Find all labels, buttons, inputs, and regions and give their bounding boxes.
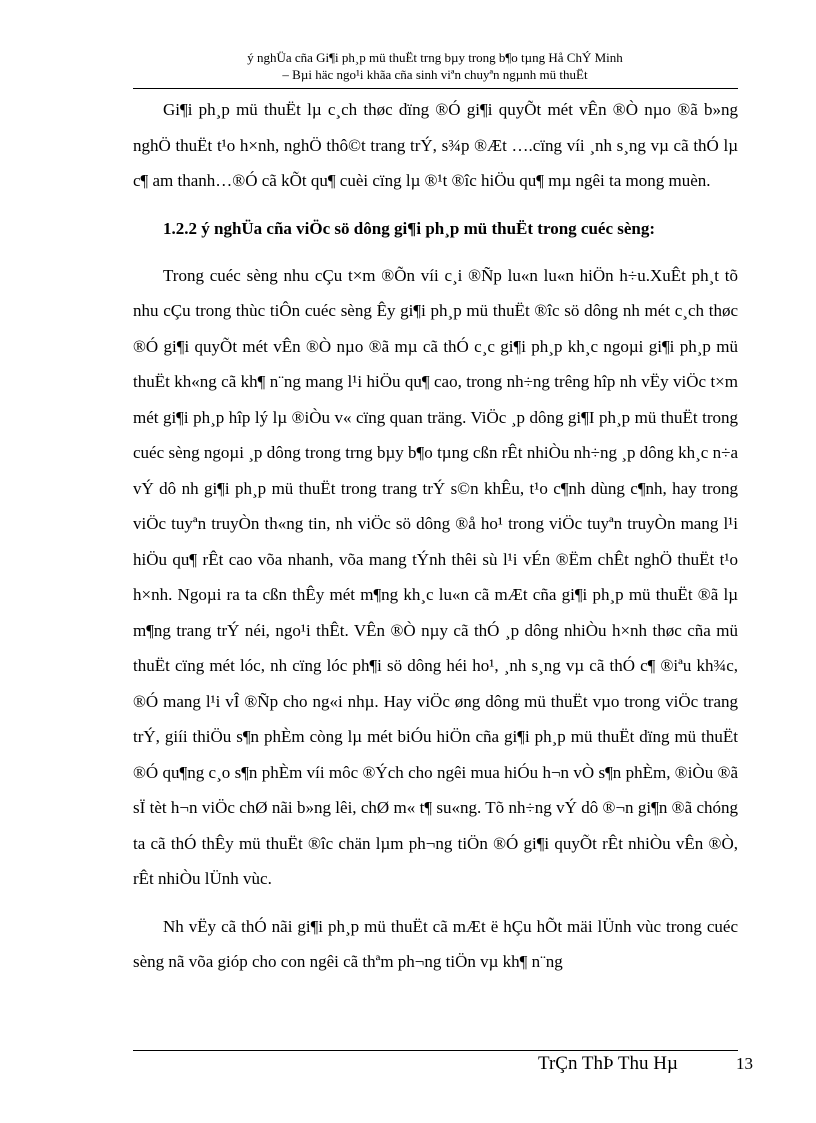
header-rule (133, 88, 738, 89)
header-line-2: – Bµi häc ngo¹i khãa cña sinh viªn chuyªn ngµnh mü thuËt (282, 67, 588, 82)
footer-author: TrÇn ThÞ Thu Hµ (538, 1053, 678, 1074)
running-header (200, 49, 670, 83)
paragraph-applications: Trong cuéc sèng nhu cÇu t×m ®Õn víi c¸i ®Ñp lu«n lu«n hiÖn h÷u.XuÊt ph¸t tõ nhu cÇu trong thùc tiÔn cuéc sèng Êy gi¶i ph¸p mü thuËt ®îc sö dông nh mét c¸ch thøc ®Ó gi¶i quyÕt mét vÊn ®Ò nµo ®ã mµ cã thÓ c¸c gi¶i ph¸p kh¸c ngoµi gi¶i ph¸p mü thuËt kh«ng cã kh¶ n¨ng mang l¹i hiÖu qu¶ cao, trong nh÷ng trêng hîp nh vËy viÖc t×m mét gi¶i ph¸p hîp lý lµ ®iÒu v« cïng quan träng. ViÖc ¸p dông gi¶I ph¸p mü thuËt trong cuéc sèng ngoµi ¸p dông trong trng bµy b¶o tµng cßn rÊt nhiÒu nh÷ng ¸p dông kh¸c n÷a vÝ dô nh gi¶i ph¸p mü thuËt trong trang trÝ s©n khÊu, t¹o c¶nh dùng c¶nh, hay trong viÖc tuyªn truyÒn th«ng tin, nh viÖc sö dông ®å ho¹ trong viÖc tuyªn truyÒn mang l¹i hiÖu qu¶ rÊt cao võa nhanh, võa mang tÝnh thêi sù l¹i vÉn ®Ëm chÊt nghÖ thuËt t¹o h×nh. Ngoµi ra ta cßn thÊy mét m¶ng kh¸c lu«n cã mÆt cña gi¶i ph¸p mü thuËt ®ã lµ m¶ng trang trÝ néi, ngo¹i thÊt. VÊn ®Ò nµy cã thÓ ¸p dông nhiÒu h×nh thøc cña mü thuËt cïng mét lóc, nh cïng lóc ph¶i sö dông héi ho¹, ¸nh s¸ng vµ cã thÓ c¶ ®iªu kh¾c, ®Ó mang l¹i vÎ ®Ñp cho ng«i nhµ. Hay viÖc øng dông mü thuËt vµo trong viÖc trang trÝ, giíi thiÖu s¶n phÈm còng lµ mét biÓu hiÖn cña gi¶i ph¸p mü thuËt dïng mü thuËt ®Ó qu¶ng c¸o s¶n phÈm víi môc ®Ých cho ngêi mua hiÓu h¬n vÒ s¶n phÈm, ®iÒu ®ã sÏ tèt h¬n viÖc chØ nãi b»ng lêi, chØ m« t¶ su«ng. Tõ nh÷ng vÝ dô ®¬n gi¶n ®ã chóng ta cã thÓ thÊy mü thuËt ®îc chän lµm ph¬ng tiÖn ®Ó gi¶i quyÕt rÊt nhiÒu vÊn ®Ò, rÊt nhiÒu lÜnh vùc. (133, 265, 738, 888)
header-line-1: ý nghÜa cña Gi¶i ph¸p mü thuËt trng bµy trong b¶o tµng Hå ChÝ Minh (247, 50, 623, 65)
paragraph-definition: Gi¶i ph¸p mü thuËt lµ c¸ch thøc dïng ®Ó gi¶i quyÕt mét vÊn ®Ò nµo ®ã b»ng nghÖ thuËt t¹o h×nh, nghÖ thô©t trang trÝ, s¾p ®Æt ….cïng víi ¸nh s¸ng vµ cã thÓ lµ c¶ am thanh…®Ó cã kÕt qu¶ cuèi cïng lµ ®¹t ®îc hiÖu qu¶ mµ ngêi ta mong muèn. (133, 100, 738, 190)
document-body (133, 92, 738, 980)
footer-rule (133, 1050, 738, 1051)
paragraph-conclusion: Nh vËy cã thÓ nãi gi¶i ph¸p mü thuËt cã mÆt ë hÇu hÕt mäi lÜnh vùc trong cuéc sèng nã võa gióp cho con ngêi cã thªm ph¬ng tiÖn vµ kh¶ n¨ng (133, 916, 738, 971)
page-number: 13 (736, 1054, 753, 1073)
section-heading: 1.2.2 ý nghÜa cña viÖc sö dông gi¶i ph¸p mü thuËt trong cuéc sèng: (163, 218, 656, 238)
